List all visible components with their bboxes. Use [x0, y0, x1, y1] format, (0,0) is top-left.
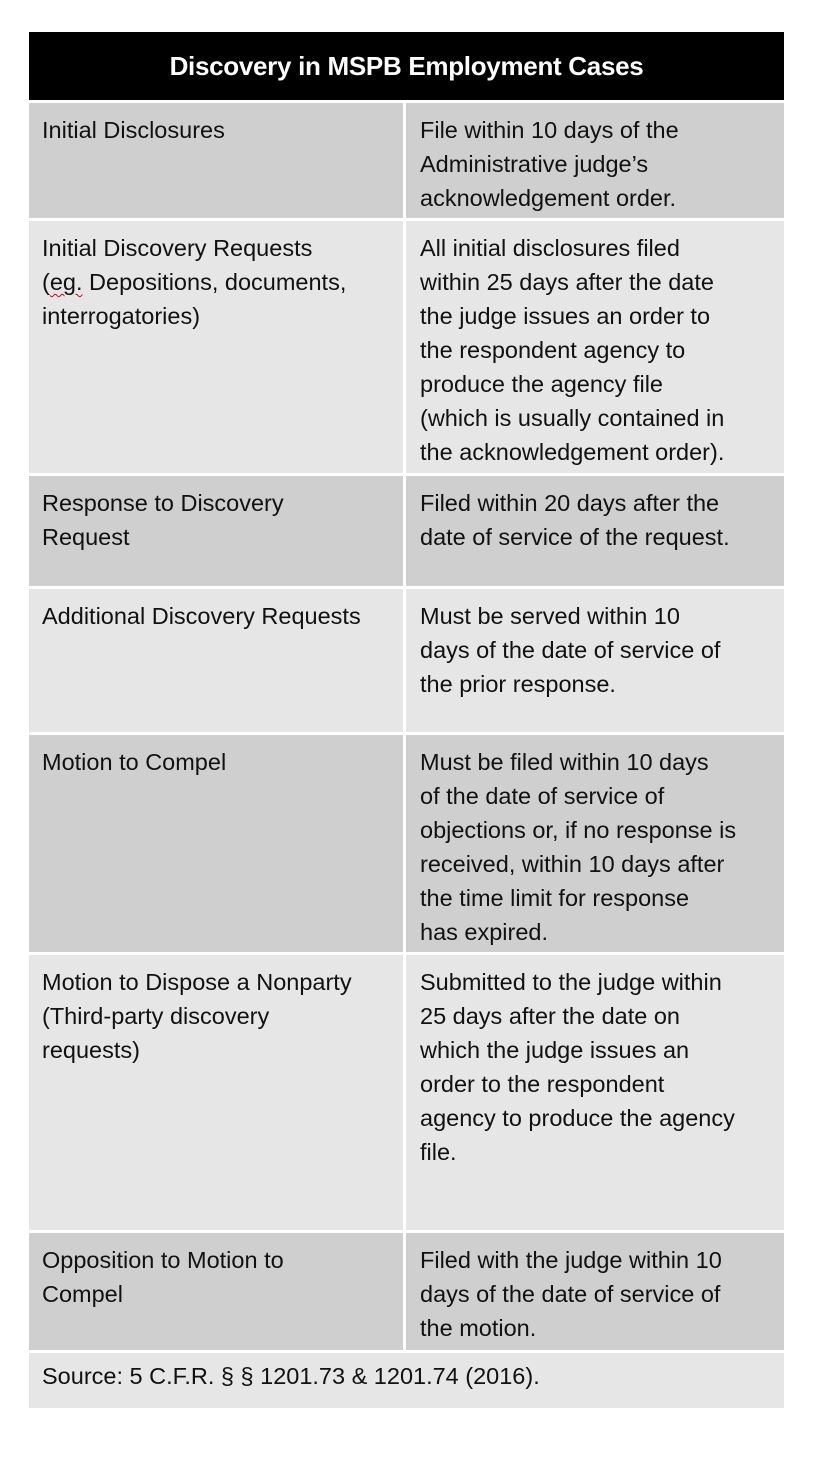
stage-line-rest: Depositions, documents, interrogatories): [42, 269, 347, 329]
table-title: Discovery in MSPB Employment Cases: [29, 32, 784, 103]
stage-paren-open: (: [42, 269, 50, 295]
deadline-cell: Must be served within 10 days of the date of service of the prior response.: [420, 603, 721, 697]
table-row: [29, 589, 784, 735]
deadline-cell: Filed within 20 days after the date of service of the request.: [420, 490, 730, 550]
source-citation: Source: 5 C.F.R. § § 1201.73 & 1201.74 (2016).: [29, 1353, 784, 1408]
stage-cell: Opposition to Motion to Compel: [29, 1233, 406, 1350]
table-row: [29, 221, 784, 476]
table-row: [29, 955, 784, 1233]
stage-cell: Additional Discovery Requests: [29, 589, 406, 732]
stage-cell: Motion to Dispose a Nonparty (Third-party discovery requests): [29, 955, 406, 1230]
table-row: [29, 476, 784, 589]
discovery-table: [29, 32, 784, 1408]
table-row: [29, 1233, 784, 1353]
stage-cell: Motion to Compel: [29, 735, 406, 952]
deadline-cell: File within 10 days of the Administrative judge’s acknowledgement order.: [420, 117, 679, 211]
deadline-cell: Must be filed within 10 days of the date of service of objections or, if no response is received, within 10 days after the time limit for response has expired.: [420, 749, 737, 945]
deadline-cell: All initial disclosures filed within 25 days after the date the judge issues an order to the respondent agency to produce the agency file (which is usually contained in the acknowledgement order).: [420, 235, 725, 465]
table-row: [29, 735, 784, 955]
stage-cell: Initial Disclosures: [29, 103, 406, 218]
table-row: [29, 103, 784, 221]
stage-cell: [29, 221, 406, 473]
stage-line: Initial Discovery Requests: [42, 235, 313, 261]
deadline-cell: Filed with the judge within 10 days of the date of service of the motion.: [420, 1247, 722, 1341]
stage-cell: Response to Discovery Request: [29, 476, 406, 586]
deadline-cell: Submitted to the judge within 25 days after the date on which the judge issues an order to the respondent agency to produce the agency file.: [420, 969, 735, 1165]
spellcheck-flagged-word: eg.: [49, 269, 83, 295]
